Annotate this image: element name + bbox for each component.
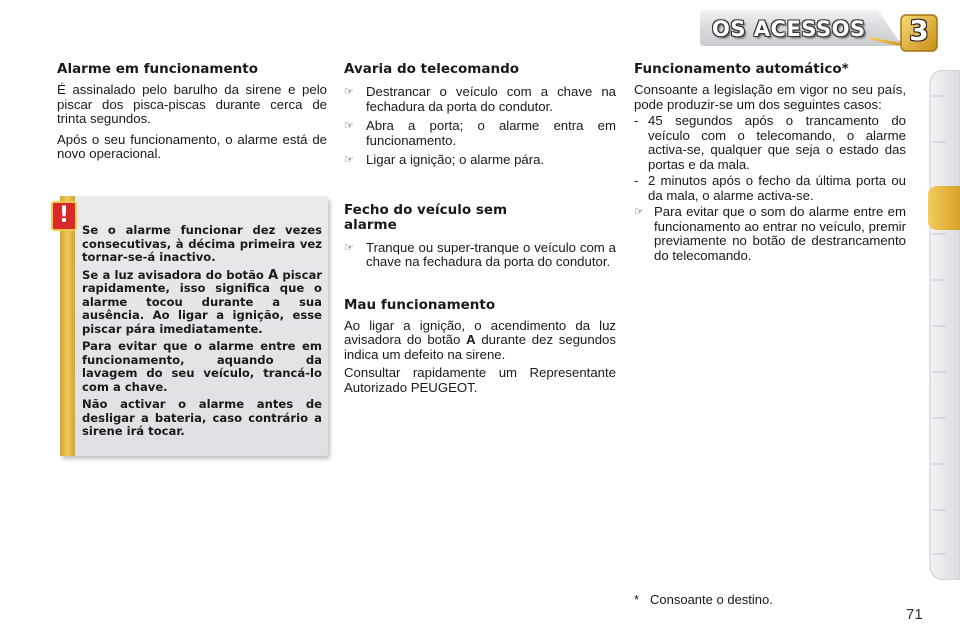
paragraph: É assinalado pelo barulho da sirene e pelo piscar dos pisca-piscas durante cerca de trinta segundos. xyxy=(57,82,327,126)
paragraph: Consultar rapidamente um Representante Autorizado PEUGEOT. xyxy=(344,365,616,395)
warning-paragraph: Se a luz avisadora do botão A piscar rapidamente, isso significa que o alarme tocou durante a sua ausência. Ao ligar a ignição, esse piscar pára imediatamente. xyxy=(82,267,323,336)
page-title: OS ACESSOS xyxy=(712,17,866,41)
warning-stripe xyxy=(60,196,75,456)
left-column xyxy=(57,62,327,162)
button-key-label: A xyxy=(268,267,279,283)
paragraph: Ao ligar a ignição, o acendimento da luz avisadora do botão A durante dez segundos indica um defeito na sirene. xyxy=(344,317,616,362)
paragraph: Após o seu funcionamento, o alarme está de novo operacional. xyxy=(57,131,327,161)
list-item: ☞ Abra a porta; o alarme entra em funcionamento. xyxy=(344,118,616,148)
pointing-hand-icon: ☞ xyxy=(344,154,354,166)
pointing-hand-icon: ☞ xyxy=(634,206,644,218)
section-heading-lock-without-alarm: Fecho do veículo sem alarme xyxy=(344,201,508,233)
list-item: - 45 segundos após o trancamento do veículo com o telecomando, o alarme activa-se, qualquer que seja o estado das portas e da mala. xyxy=(634,113,906,172)
pointing-hand-icon: ☞ xyxy=(344,86,354,98)
warning-paragraph: Para evitar que o alarme entre em funcionamento, aquando da lavagem do seu veículo, trancá-lo com a chave. xyxy=(82,339,322,394)
section-heading-automatic-operation: Funcionamento automático* xyxy=(634,61,849,77)
right-column xyxy=(634,62,906,263)
chapter-side-tabs xyxy=(924,70,960,580)
page-number: 71 xyxy=(906,606,923,623)
pointing-hand-icon: ☞ xyxy=(344,120,354,132)
section-heading-alarm-operation: Alarme em funcionamento xyxy=(57,61,258,77)
middle-column xyxy=(344,62,616,395)
warning-paragraph: Não activar o alarme antes de desligar a bateria, caso contrário a sirene irá tocar. xyxy=(82,397,322,438)
chapter-number: 3 xyxy=(909,14,929,47)
list-item: ☞ Ligar a ignição; o alarme pára. xyxy=(344,152,545,167)
warning-text xyxy=(82,224,322,443)
warning-paragraph: Se o alarme funcionar dez vezes consecutivas, à décima primeira vez tornar-se-á inactivo. xyxy=(82,223,322,264)
list-item: ☞ Para evitar que o som do alarme entre em funcionamento ao entrar no veículo, premir previamente no botão de destrancamento do telecomando. xyxy=(634,204,906,263)
list-item: ☞ Destrancar o veículo com a chave na fechadura da porta do condutor. xyxy=(344,84,616,114)
exclamation-icon: ! xyxy=(51,201,77,231)
button-key-label: A xyxy=(466,332,476,347)
pointing-hand-icon: ☞ xyxy=(344,241,354,254)
footnote: * Consoante o destino. xyxy=(634,592,773,607)
list-item: - 2 minutos após o fecho da última porta ou da mala, o alarme activa-se. xyxy=(634,173,906,203)
paragraph: Consoante a legislação em vigor no seu país, pode produzir-se um dos seguintes casos: xyxy=(634,82,906,112)
section-heading-remote-failure: Avaria do telecomando xyxy=(344,61,520,77)
section-heading-malfunction: Mau funcionamento xyxy=(344,296,496,313)
list-item: ☞ Tranque ou super-tranque o veículo com a chave na fechadura da porta do condutor. xyxy=(344,239,616,269)
